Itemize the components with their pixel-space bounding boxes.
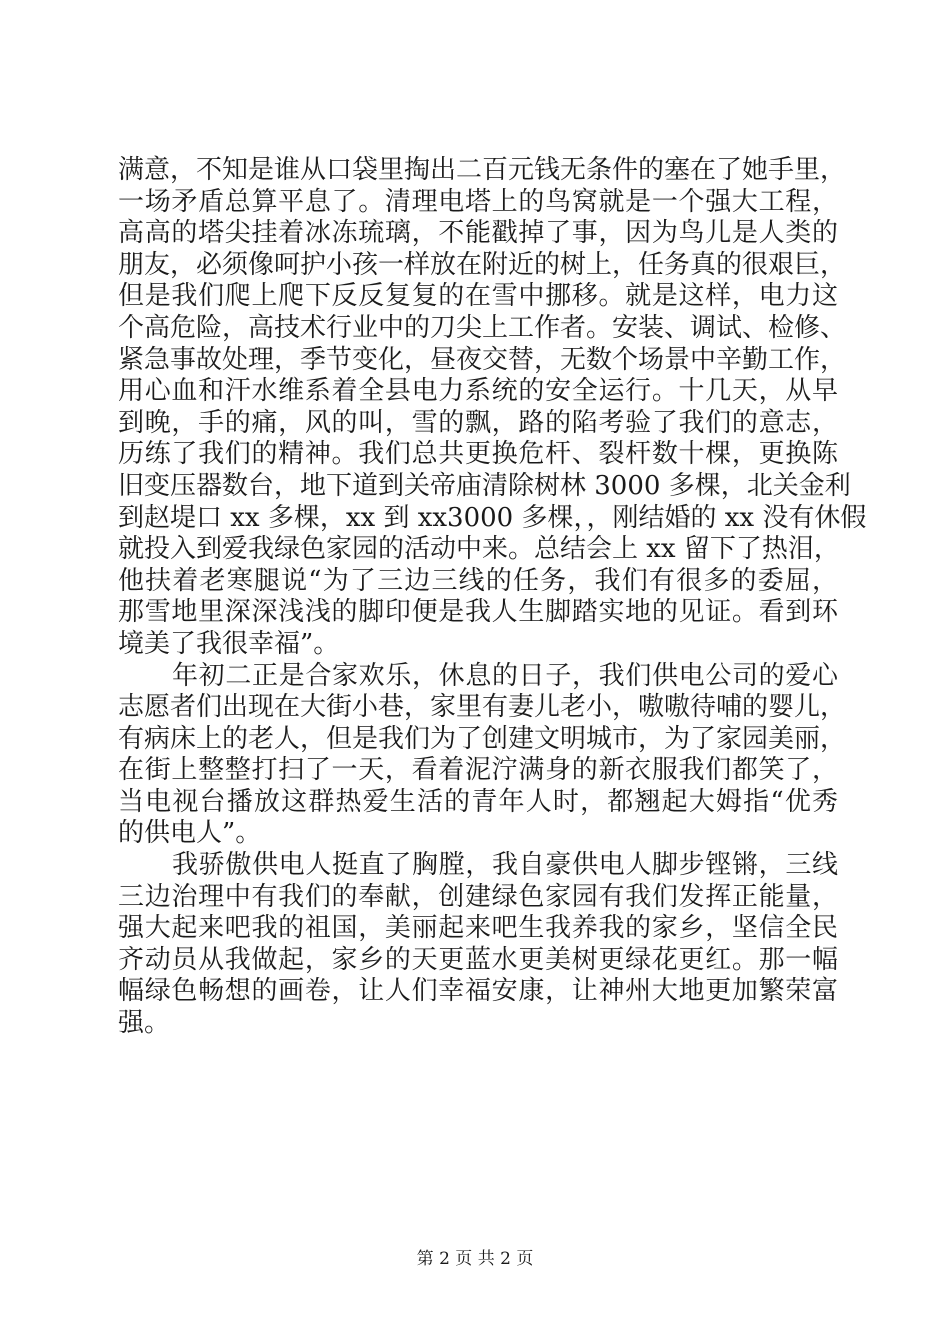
text-line: 当电视台播放这群热爱生活的青年人时，都翘起大姆指“优秀: [118, 786, 838, 817]
text-line: 强。: [118, 1008, 171, 1039]
text-line: 一场矛盾总算平息了。清理电塔上的鸟窝就是一个强大工程，: [118, 186, 838, 217]
paragraph-3: [118, 850, 838, 1040]
text-line: 旧变压器数台，地下道到关帝庙清除树林 3000 多棵，北关金利: [118, 470, 851, 501]
text-line: 境美了我很幸福”。: [118, 628, 340, 659]
paragraph-1: [118, 155, 867, 661]
text-line: 历练了我们的精神。我们总共更换危杆、裂杆数十棵，更换陈: [118, 439, 838, 470]
text-line: 志愿者们出现在大街小巷，家里有妻儿老小，嗷嗷待哺的婴儿，: [118, 692, 847, 723]
page-footer: 第 2 页 共 2 页: [416, 1249, 534, 1269]
text-line: 高高的塔尖挂着冰冻琉璃，不能戳掉了事，因为鸟儿是人类的: [118, 218, 838, 249]
text-line: 那雪地里深深浅浅的脚印便是我人生脚踏实地的见证。看到环: [118, 597, 838, 628]
text-line: 我骄傲供电人挺直了胸膛，我自豪供电人脚步铿锵，三线: [172, 850, 838, 881]
text-line: 他扶着老寒腿说“为了三边三线的任务，我们有很多的委屈，: [118, 565, 838, 596]
text-line: 三边治理中有我们的奉献，创建绿色家园有我们发挥正能量，: [118, 881, 838, 912]
text-line: 就投入到爱我绿色家园的活动中来。总结会上 xx 留下了热泪，: [118, 534, 840, 565]
document-body: [118, 155, 867, 1040]
text-line: 年初二正是合家欢乐，休息的日子，我们供电公司的爱心: [172, 660, 838, 691]
text-line: 满意，不知是谁从口袋里掏出二百元钱无条件的塞在了她手里，: [118, 155, 847, 185]
text-line: 有病床上的老人，但是我们为了创建文明城市，为了家园美丽，: [118, 723, 847, 754]
paragraph-2: [118, 660, 847, 851]
text-line: 幅绿色畅想的画卷，让人们幸福安康，让神州大地更加繁荣富: [118, 976, 838, 1007]
text-line: 朋友，必须像呵护小孩一样放在附近的树上，任务真的很艰巨，: [118, 249, 847, 280]
text-line: 强大起来吧我的祖国，美丽起来吧生我养我的家乡，坚信全民: [118, 913, 838, 944]
text-line: 齐动员从我做起，家乡的天更蓝水更美树更绿花更红。那一幅: [118, 944, 838, 975]
text-line: 个高危险，高技术行业中的刀尖上工作者。安装、调试、检修、: [118, 312, 847, 343]
text-line: 到晚，手的痛，风的叫，雪的飘，路的陷考验了我们的意志，: [118, 407, 838, 438]
text-line: 到赵堤口 xx 多棵，xx 到 xx3000 多棵，，刚结婚的 xx 没有休假: [118, 502, 867, 533]
text-line: 紧急事故处理，季节变化，昼夜交替，无数个场景中辛勤工作，: [118, 344, 847, 375]
text-line: 在街上整整打扫了一天，看着泥泞满身的新衣服我们都笑了，: [118, 755, 838, 786]
text-line: 的供电人”。: [118, 818, 262, 849]
text-line: 但是我们爬上爬下反反复复的在雪中挪移。就是这样，电力这: [118, 281, 838, 312]
text-line: 用心血和汗水维系着全县电力系统的安全运行。十几天，从早: [118, 376, 838, 407]
